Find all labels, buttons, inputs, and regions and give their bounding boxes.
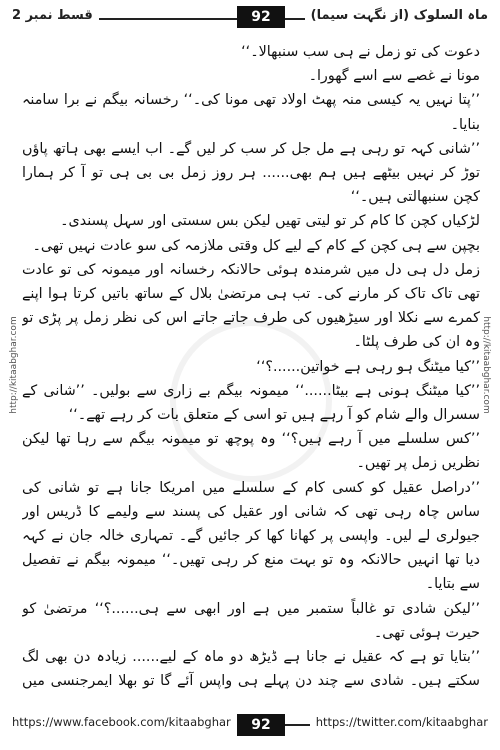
paragraph-line: بچپن سے ہی کچن کے کام کے لیے کل وقتی ملازمہ کی سو عادت نہیں تھی۔ [32, 237, 480, 254]
paragraph-line: ’’بتایا تو ہے کہ عقیل نے جانا ہے ڈیڑھ دو ماہ کے لیے...... زیادہ دن بھی لگ سکتے ہیں۔ شادی سے چند دن پہلے ہی واپس آئے گا تو بھلا ایمرجنسی میں [22, 649, 480, 690]
facebook-link[interactable]: https://www.facebook.com/kitaabghar [12, 715, 237, 729]
paragraph-line: لڑکیاں کچن کا کام کر تو لیتی تھیں لیکن بس سستی اور سہل پسندی۔ [60, 213, 480, 230]
paragraph-line: ’’کیا میٹنگ ہو رہی ہے خواتین......؟‘‘ [256, 358, 480, 375]
paragraph-line: ’’کس سلسلے میں آ رہے ہیں؟‘‘ وہ پوچھ تو میمونہ بیگم سے رہا تھا لیکن نظریں زمل پر تھیں۔ [22, 431, 480, 472]
paragraph-line: ’’دراصل عقیل کو کسی کام کے سلسلے میں امریکا جانا ہے تو شانی کی ساس چاہ رہی تھی کہ شانی اور عقیل کی پسند سے ولیمے کا ڈریس اور جیولری لے لیں۔ واپسی پر کھانا کھا کر جائیں گے۔ تمہاری خالہ جان نے کہہ دیا تھا انہیں حالانکہ وہ تو بہت منع کر رہی تھیں۔‘‘ میمونہ بیگم نے تفصیل سے بتایا۔ [22, 479, 480, 593]
paragraph-line: ’’کیا میٹنگ ہونی ہے بیٹا......‘‘ میمونہ بیگم بے زاری سے بولیں۔ ’’شانی کے سسرال والے شام کو آ رہے ہیں تو اسی کے متعلق بات کر رہے تھے۔‘‘ [22, 382, 480, 424]
paragraph-line: ’’شانی کہہ تو رہی ہے مل جل کر سب کر لیں گے۔ اب ایسے بھی ہاتھ پاؤں توڑ کر نہیں بیٹھے ہیں ہم بھی...... ہر روز زمل بی بی ہی تو آ کر ہمارا کچن سنبھالتی ہیں۔‘‘ [22, 140, 480, 206]
book-title: ماہ السلوک (از نگہت سیما) [305, 8, 488, 23]
header-page-number: 92 [237, 6, 285, 28]
paragraph-line: مونا نے غصے سے اسے گھورا۔ [308, 68, 480, 85]
twitter-link[interactable]: https://twitter.com/kitaabghar [310, 715, 488, 729]
page-footer [12, 712, 488, 738]
paragraph-line: دعوت کی تو زمل نے ہی سب سنبھالا۔‘‘ [241, 44, 480, 60]
paragraph-line: ’’پتا نہیں یہ کیسی منہ پھٹ اولاد تھی مونا کی۔‘‘ رخسانہ بیگم نے برا سامنہ بنایا۔ [22, 92, 480, 133]
side-url-left[interactable]: http://kitaabghar.com [9, 316, 19, 414]
paragraph-line: زمل دل ہی دل میں شرمندہ ہوئی حالانکہ رخسانہ اور میمونہ کی تو عادت تھی تاک تاک کر مارنے کی۔ تب ہی مرتضیٰ بلال کے ساتھ باتیں کرتا ہوا اپنے کمرے سے نکلا اور سیڑھیوں کی طرف جاتے جاتے اس کی نظر زمل پر پڑی تو وہ ان کی طرف پلٹا۔ [22, 261, 480, 351]
paragraph-line: ’’لیکن شادی تو غالباً ستمبر میں ہے اور ابھی سے ہی......؟‘‘ مرتضیٰ کو حیرت ہوئی تھی۔ [22, 600, 480, 641]
footer-page-number: 92 [237, 714, 285, 736]
side-url-right[interactable]: http://kitaabghar.com [481, 316, 491, 414]
episode-label: قسط نمبر 2 [12, 8, 99, 23]
page-header [12, 6, 488, 32]
story-body [22, 40, 480, 692]
